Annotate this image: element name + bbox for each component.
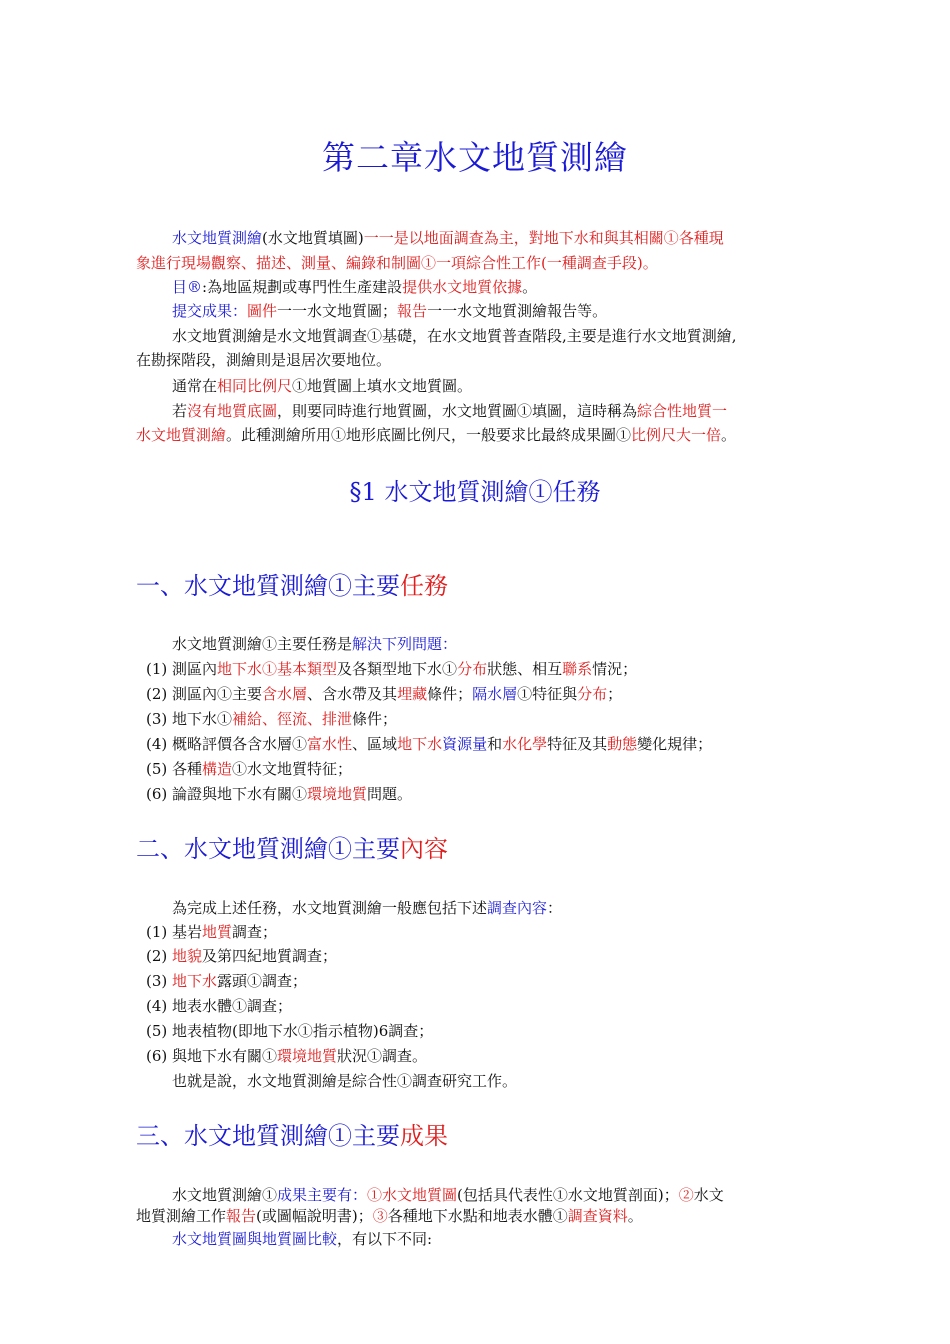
text-run: 水化學 [502, 735, 548, 753]
text-run: 地下水 [172, 972, 218, 990]
text-run: 地下水 [397, 735, 443, 753]
text-run: 各種地下水點和地表水體① [387, 1207, 568, 1225]
text-run: 及各類型地下水① [337, 660, 458, 678]
intro-line-8 [172, 401, 727, 421]
heading-contents [136, 829, 448, 864]
tasks-intro [172, 634, 457, 654]
task-item-3 [146, 709, 397, 729]
text-run: 通常在 [172, 377, 218, 395]
intro-line-1 [172, 228, 724, 248]
content-item-4 [146, 996, 292, 1016]
text-run: 在勘探階段，測繪則是退居次要地位。 [136, 351, 392, 369]
text-run: 地質測繪工作 [136, 1207, 227, 1225]
intro-line-6 [136, 350, 391, 370]
text-run: 提供水文地質依據 [402, 278, 523, 296]
text-run: 成果 [400, 1122, 448, 1150]
intro-line-5 [172, 326, 737, 346]
text-run: ； [607, 685, 623, 703]
content-item-1 [146, 922, 277, 942]
text-run: 地質 [202, 923, 233, 941]
text-run: 地貌 [172, 947, 203, 965]
text-run: 目® [172, 278, 203, 296]
text-run: ② [678, 1186, 694, 1204]
heading-tasks [136, 566, 448, 601]
text-run: ①水文地質圖 [367, 1186, 458, 1204]
text-run: 含水層 [262, 685, 308, 703]
text-run: 變化規律； [637, 735, 713, 753]
text-run: :為地區規劃或專門性生產建設 [202, 278, 403, 296]
text-run: 圖件 [247, 302, 278, 320]
task-item-5 [146, 759, 352, 779]
text-run: 問題。 [367, 785, 413, 803]
text-run: (3) [146, 972, 173, 990]
text-run: 也就是說，水文地質測繪是綜合性①調查研究工作。 [172, 1072, 518, 1090]
text-run: 環境地質 [277, 1047, 338, 1065]
text-run: 地下水①基本類型 [217, 660, 338, 678]
text-run: 調查資料 [567, 1207, 628, 1225]
content-item-3 [146, 971, 307, 991]
task-item-4 [146, 734, 712, 754]
intro-line-7 [172, 376, 472, 396]
text-run: (水文地質填圖) [262, 229, 364, 247]
chapter-title: 第二章水文地質測繪 [322, 138, 628, 177]
text-run: 富水性 [307, 735, 353, 753]
text-run: 分布 [457, 660, 488, 678]
text-run: 水文地質圖與地質圖比較 [172, 1230, 338, 1248]
text-run: 為完成上述任務，水文地質測繪一般應包括下述 [172, 899, 488, 917]
task-item-6 [146, 784, 412, 804]
text-run: ，則要同時進行地質圖，水文地質圖①填圖，這時稱為 [277, 402, 638, 420]
text-run: (3) 地下水① [146, 710, 233, 728]
text-run: 水文地質測繪 [136, 426, 227, 444]
text-run: 水文地質測繪① [172, 1186, 278, 1204]
task-item-1 [146, 659, 637, 679]
results-line-1 [172, 1185, 724, 1205]
text-run: (包括具代表性①水文地質剖面)； [457, 1186, 679, 1204]
text-run: 聯系 [562, 660, 593, 678]
text-run: 、含水帶及其 [307, 685, 398, 703]
contents-summary [172, 1071, 517, 1091]
text-run: (6) 論證與地下水有關① [146, 785, 308, 803]
text-run: 報告 [397, 302, 428, 320]
text-run: 特征及其 [547, 735, 608, 753]
text-run: 水文 [693, 1186, 724, 1204]
contents-intro [172, 898, 562, 918]
text-run: (4) 概略評價各含水層① [146, 735, 308, 753]
text-run: 資源量 [442, 735, 488, 753]
text-run: ，有以下不同: [337, 1230, 433, 1248]
text-run: 水文地質測繪是水文地質調查①基礎，在水文地質普查階段,主要是進行水文地質測繪, [172, 327, 737, 345]
text-run: 分布 [577, 685, 608, 703]
text-run: 若 [172, 402, 188, 420]
text-run: 及第四紀地質調查； [202, 947, 338, 965]
text-run: 。 [627, 1207, 643, 1225]
text-run: 三、水文地質測繪①主要 [136, 1122, 400, 1150]
text-run: (或圖幅說明書)； [256, 1207, 373, 1225]
text-run: 調查； [232, 923, 278, 941]
text-run: ①水文地質特征； [232, 760, 353, 778]
text-run: 、區域 [352, 735, 398, 753]
text-run: 。 [721, 426, 737, 444]
text-run: (1) 測區內 [146, 660, 218, 678]
text-run: 狀態、相互 [487, 660, 563, 678]
text-run: 成果主要有： [277, 1186, 368, 1204]
text-run: 相同比例尺 [217, 377, 293, 395]
text-run: (5) 地表植物(即地下水①指示植物)6調查； [146, 1022, 434, 1040]
text-run: 。此種測繪所用①地形底圖比例尺，一般要求比最終成果圖① [226, 426, 632, 444]
text-run: 條件； [427, 685, 473, 703]
text-run: (5) 各種 [146, 760, 203, 778]
heading-results [136, 1116, 448, 1151]
text-run: ③ [372, 1207, 388, 1225]
text-run: (2) [146, 947, 173, 965]
text-run: 補給、徑流、排泄 [232, 710, 353, 728]
text-run: 調查內容 [487, 899, 548, 917]
task-item-2 [146, 684, 622, 704]
text-run: 任務 [400, 572, 448, 600]
section-title: §1 水文地質測繪①任務 [349, 478, 601, 506]
content-item-6 [146, 1046, 427, 1066]
text-run: 情況； [592, 660, 638, 678]
text-run: 一一水文地質測繪報告等。 [427, 302, 608, 320]
text-run: (1) 基岩 [146, 923, 203, 941]
text-run: 構造 [202, 760, 233, 778]
intro-line-4 [172, 301, 607, 321]
results-line-2 [136, 1206, 643, 1226]
text-run: 綜合性地質一 [637, 402, 728, 420]
text-run: 解決下列問題： [352, 635, 458, 653]
text-run: 二、水文地質測繪①主要 [136, 835, 400, 863]
intro-line-3 [172, 277, 537, 297]
text-run: (6) 與地下水有關① [146, 1047, 278, 1065]
results-line-3 [172, 1229, 432, 1249]
content-item-5 [146, 1021, 433, 1041]
text-run: 提交成果： [172, 302, 248, 320]
text-run: (4) 地表水體①調查； [146, 997, 293, 1015]
text-run: 象進行現場觀察、描述、測量、編錄和制圖①一項綜合性工作(一種調查手段)。 [136, 254, 658, 272]
text-run: 隔水層 [472, 685, 518, 703]
intro-line-9 [136, 425, 736, 445]
text-run: 狀況①調查。 [337, 1047, 428, 1065]
text-run: 比例尺大一倍 [631, 426, 722, 444]
text-run: 沒有地質底圖 [187, 402, 278, 420]
text-run: ①特征與 [517, 685, 578, 703]
text-run: ①地質圖上填水文地質圖。 [292, 377, 473, 395]
text-run: 動態 [607, 735, 638, 753]
text-run: ： [547, 899, 563, 917]
text-run: 條件； [352, 710, 398, 728]
text-run: 和 [487, 735, 503, 753]
intro-line-2 [136, 253, 658, 273]
text-run: 一一是以地面調查為主，對地下水和與其相關①各種現 [363, 229, 724, 247]
text-run: 一、水文地質測繪①主要 [136, 572, 400, 600]
text-run: 水文地質測繪 [172, 229, 263, 247]
text-run: 環境地質 [307, 785, 368, 803]
text-run: 內容 [400, 835, 448, 863]
text-run: 一一水文地質圖； [277, 302, 398, 320]
content-item-2 [146, 946, 337, 966]
text-run: 埋藏 [397, 685, 428, 703]
text-run: 報告 [226, 1207, 257, 1225]
text-run: 。 [522, 278, 538, 296]
text-run: (2) 測區內①主要 [146, 685, 263, 703]
text-run: 露頭①調查； [217, 972, 308, 990]
text-run: 水文地質測繪①主要任務是 [172, 635, 353, 653]
